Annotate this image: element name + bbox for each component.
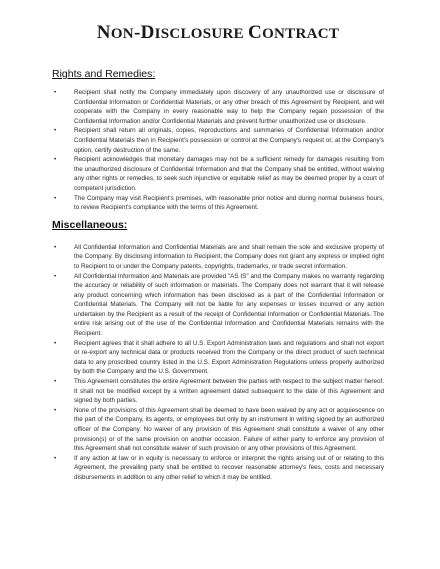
- bullet-icon: •: [54, 272, 57, 280]
- list-item-text: None of the provisions of this Agreement shall be deemed to have been waived by any act or acquiescence on the part of the Company, its agents, or employees but only by an instrument in writing signed by an authorized officer of the Company. No waiver of any provision of this Agreement shall constitute a waiver of any other provision(s) or of the same provision on another occasion. Failure of either party to enforce any provision of this Agreement shall not constitute waiver of such provision or any other provisions of this Agreement.: [74, 406, 384, 453]
- list-item: [52, 243, 384, 272]
- list-item-text: All Confidential Information and Materials are provided "AS IS" and the Company makes no warranty regarding the accuracy or reliability of such information or materials. The Company does not warrant that it will release any product concerning which information has been disclosed as a part of the Confidential Information or Confidential Materials. The Company will not be liable for any expenses or losses incurred or any action undertaken by the Recipient as a result of the receipt of Confidential Information or Confidential Materials. The entire risk arising out of the use of the Confidential Information and Confidential Materials remains with the Recipient.: [74, 272, 384, 338]
- list-item-text: Recipient acknowledges that monetary damages may not be a sufficient remedy for damages resulting from the unauthorized disclosure of Confidential Information and that the Company shall be entitled, without waiving any other rights or remedies, to seek such injunctive or equitable relief as may be deemed proper by a court of competent jurisdiction.: [74, 156, 384, 192]
- bullet-icon: •: [54, 127, 57, 135]
- title-fragment: ON: [110, 26, 134, 42]
- bullet-icon: •: [54, 378, 57, 386]
- list-item-text: If any action at law or in equity is necessary to enforce or interpret the rights arising out of or relating to this Agreement, the prevailing party shall be entitled to recover reasonable attorney's fees, costs and necessary disbursements in addition to any other relief to which it may be entitled.: [74, 454, 384, 481]
- list-item-text: The Company may visit Recipient's premises, with reasonable prior notice and during normal business hours, to review Recipient's compliance with the terms of this Agreement.: [74, 194, 384, 212]
- list-item: [52, 272, 384, 339]
- bullet-icon: •: [54, 89, 57, 96]
- list-item-text: Recipient shall notify the Company immediately upon discovery of any unauthorized use or disclosure of Confidential Information or Confidential Materials, or any other breach of this Agreement by Recipient, and will cooperate with the Company in every reasonable way to help the Company regain possession of the Confidential Information and/or Confidential Materials and prevent further unauthorized use or disclosure.: [74, 89, 384, 125]
- title-fragment: ISCLOSURE: [154, 26, 249, 42]
- bullet-icon: •: [54, 243, 57, 251]
- bullet-icon: •: [54, 156, 57, 164]
- title-fragment: ONTRACT: [262, 26, 340, 42]
- bullet-icon: •: [54, 406, 57, 414]
- bullet-icon: •: [54, 454, 57, 462]
- rights-and-remedies-list: [52, 88, 384, 213]
- list-item-text: This Agreement constitutes the entire Agreement between the parties with respect to the subject matter hereof. It shall not be modified except by a written agreement dated subsequent to the date of this Agreement and signed by both parties.: [74, 378, 384, 405]
- list-item-text: All Confidential Information and Confidential Materials are and shall remain the sole and exclusive property of the Company. By disclosing information to Recipient, the Company does not grant any express or implied right to Recipient to or under the Company patents, copyrights, trademarks, or trade secret information.: [74, 243, 384, 270]
- list-item: [52, 377, 384, 406]
- bullet-icon: •: [54, 339, 57, 347]
- title-fragment: C: [248, 22, 263, 43]
- list-item: [52, 406, 384, 454]
- section-heading-miscellaneous: Miscellaneous:: [52, 218, 128, 231]
- list-item-text: Recipient shall return all originals, copies, reproductions and summaries of Confidential Information and/or Confidential Materials then in Recipient's possession or control at the Company's request or, at the Company's option, certify destruction of the same.: [74, 127, 384, 154]
- document-title: [52, 0, 384, 44]
- list-item: [52, 339, 384, 377]
- list-item: [52, 88, 384, 126]
- list-item: [52, 454, 384, 483]
- list-item: [52, 194, 384, 213]
- miscellaneous-list: [52, 243, 384, 483]
- title-fragment: N: [96, 22, 111, 43]
- bullet-icon: •: [54, 194, 57, 202]
- title-fragment: -D: [133, 22, 155, 43]
- section-heading-rights-and-remedies: Rights and Remedies:: [52, 68, 156, 80]
- list-item: [52, 155, 384, 193]
- list-item: [52, 126, 384, 155]
- list-item-text: Recipient agrees that it shall adhere to all U.S. Export Administration laws and regulations and shall not export or re-export any technical data or products received from the Company or the direct product of such technical data to any proscribed country listed in the U.S. Export Administration Regulations unless properly authorized by both the Company and the U.S. Government.: [74, 339, 384, 376]
